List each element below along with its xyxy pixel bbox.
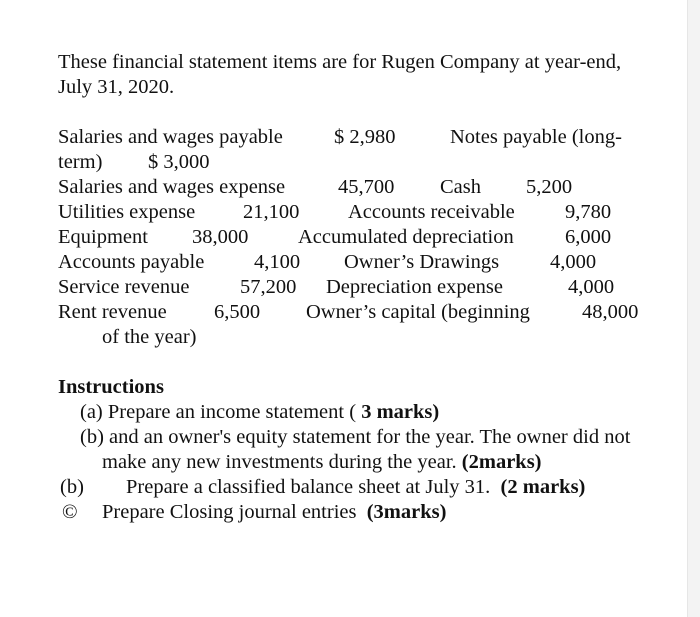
item-value: 6,500 [214,301,261,323]
item-value: 9,780 [565,201,612,223]
instructions-heading: Instructions [58,376,164,398]
instruction-c-label: (b) [60,476,84,498]
item-label: Utilities expense [58,201,196,223]
item-value: $ 2,980 [334,126,396,148]
item-value: 45,700 [338,176,395,198]
item-label: Rent revenue [58,301,167,323]
item-label: Equipment [58,226,148,248]
instruction-b-line-2 [102,450,542,474]
instruction-d [102,500,446,524]
instruction-a [80,400,439,424]
item-label: Notes payable (long- [450,126,622,148]
item-label: term) [58,151,103,173]
item-label: Salaries and wages payable [58,126,283,148]
page-edge [687,0,700,617]
instruction-d-marks: (3marks) [366,501,447,523]
intro-line-2: July 31, 2020. [58,76,175,98]
instruction-a-text: (a) Prepare an income statement ( [80,401,357,423]
item-label: Service revenue [58,276,190,298]
item-label: Accounts receivable [348,201,515,223]
instruction-c [126,475,585,499]
instruction-b-marks: (2marks) [461,451,542,473]
item-label: Accumulated depreciation [298,226,514,248]
item-label: Salaries and wages expense [58,176,286,198]
item-value: 21,100 [243,201,300,223]
instruction-d-text: Prepare Closing journal entries [102,501,357,523]
item-value: $ 3,000 [148,151,210,173]
item-label: Cash [440,176,481,198]
item-value: 48,000 [582,301,639,323]
item-label: Depreciation expense [326,276,504,298]
item-value: 57,200 [240,276,297,298]
item-label-continuation: of the year) [102,326,197,348]
instruction-a-marks: 3 marks) [356,401,440,423]
instruction-c-text: Prepare a classified balance sheet at July 31. [126,476,491,498]
item-value: 4,100 [254,251,301,273]
instruction-b-text: make any new investments during the year. [102,451,457,473]
instruction-d-label: © [62,501,78,523]
intro-line-1: These financial statement items are for Rugen Company at year-end, [58,51,622,73]
item-label: Accounts payable [58,251,205,273]
instruction-b-line-1: (b) and an owner's equity statement for the year. The owner did not [80,426,631,448]
item-value: 4,000 [550,251,597,273]
item-value: 6,000 [565,226,612,248]
item-value: 38,000 [192,226,249,248]
item-label: Owner’s Drawings [344,251,500,273]
item-value: 4,000 [568,276,615,298]
item-label: Owner’s capital (beginning [306,301,530,323]
item-value: 5,200 [526,176,573,198]
instruction-c-marks: (2 marks) [500,476,586,498]
